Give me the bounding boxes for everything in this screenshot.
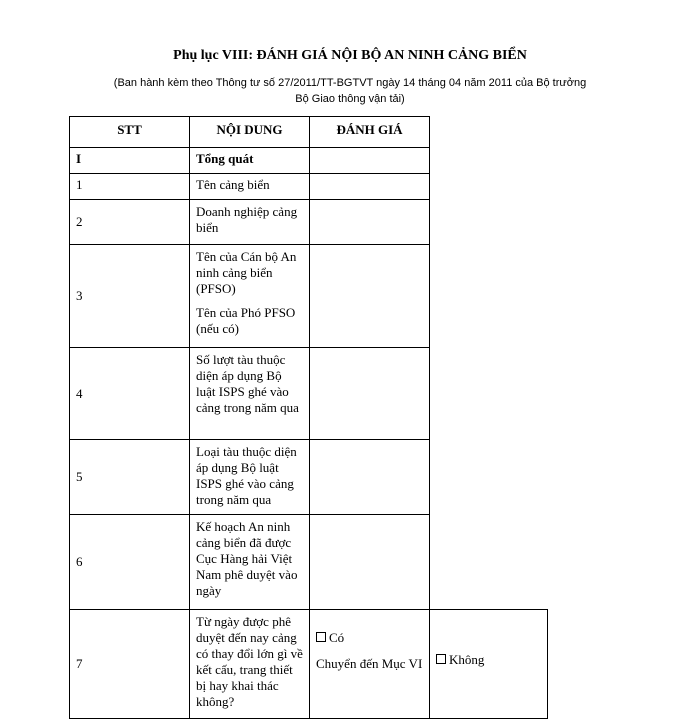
row-assessment-alt — [429, 609, 548, 719]
header-stt: STT — [69, 116, 190, 148]
option-yes[interactable] — [316, 630, 423, 646]
option-yes-label: Có — [329, 630, 345, 645]
row-assessment[interactable] — [309, 244, 430, 348]
row-assessment[interactable] — [309, 199, 430, 245]
row-assessment[interactable] — [309, 439, 430, 515]
document-subtitle — [90, 75, 610, 107]
row-content: Số lượt tàu thuộc diện áp dụng Bộ luật ISPS ghé vào cảng trong năm qua — [189, 347, 310, 440]
checkbox-icon[interactable] — [316, 632, 326, 642]
row-assessment[interactable] — [309, 147, 430, 174]
row-stt: 1 — [69, 173, 190, 200]
row-stt: 6 — [69, 514, 190, 610]
row-content: Tên cảng biển — [189, 173, 310, 200]
checkbox-icon[interactable] — [436, 654, 446, 664]
subtitle-line-2: Bộ Giao thông vận tải) — [295, 93, 405, 105]
header-content: NỘI DUNG — [189, 116, 310, 148]
row-stt: 5 — [69, 439, 190, 515]
row-stt: 3 — [69, 244, 190, 348]
row-content: Từ ngày được phê duyệt đến nay cảng có thay đổi lớn gì về kết cấu, trang thiết bị hay khai thác không? — [189, 609, 310, 719]
row-assessment[interactable] — [309, 347, 430, 440]
option-yes-note: Chuyển đến Mục VI — [316, 656, 423, 671]
option-no[interactable] — [436, 652, 541, 668]
row-content: Doanh nghiệp cảng biển — [189, 199, 310, 245]
subtitle-line-1: (Ban hành kèm theo Thông tư số 27/2011/TT-BGTVT ngày 14 tháng 04 năm 2011 của Bộ trưởng — [113, 77, 587, 89]
row-content — [189, 244, 310, 348]
row-content: Tổng quát — [189, 147, 310, 174]
page-title: Phụ lục VIII: ĐÁNH GIÁ NỘI BỘ AN NINH CẢNG BIỂN — [173, 48, 527, 63]
row-assessment[interactable] — [309, 173, 430, 200]
option-no-label: Không — [449, 652, 485, 667]
row-stt: 4 — [69, 347, 190, 440]
row-assessment[interactable] — [309, 514, 430, 610]
row-content: Loại tàu thuộc diện áp dụng Bộ luật ISPS ghé vào cảng trong năm qua — [189, 439, 310, 515]
content-paragraph: Tên của Phó PFSO (nếu có) — [196, 305, 296, 336]
row-assessment — [309, 609, 430, 719]
header-assessment: ĐÁNH GIÁ — [309, 116, 430, 148]
row-stt: 7 — [69, 609, 190, 719]
row-content: Kế hoạch An ninh cảng biển đã được Cục Hàng hải Việt Nam phê duyệt vào ngày — [189, 514, 310, 610]
row-stt: I — [69, 147, 190, 174]
row-stt: 2 — [69, 199, 190, 245]
content-paragraph: Tên của Cán bộ An ninh cảng biển (PFSO) — [196, 249, 297, 296]
